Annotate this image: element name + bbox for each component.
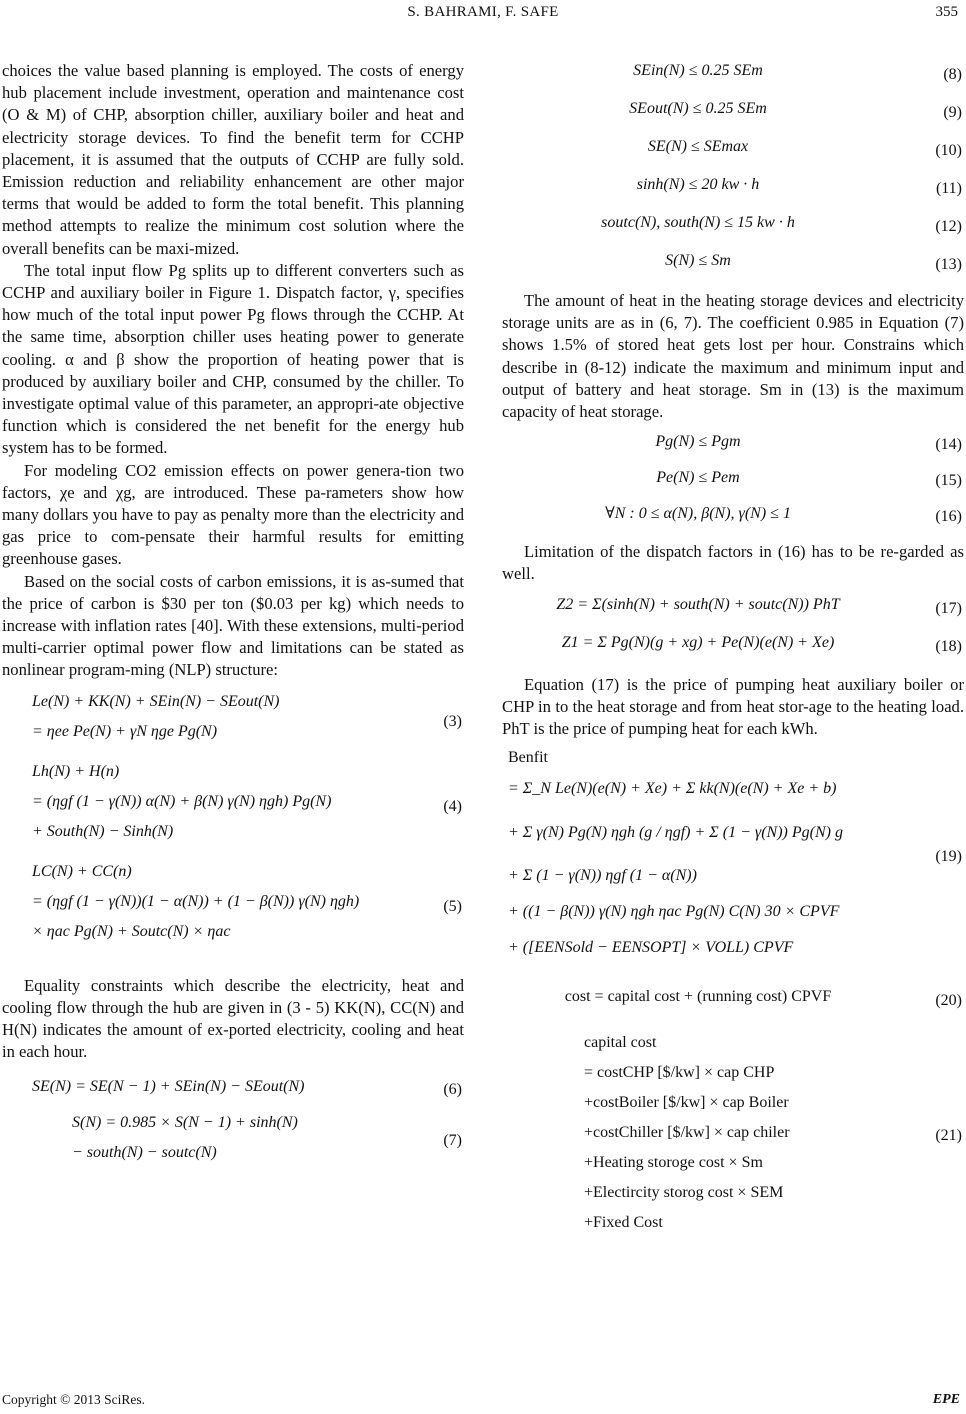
equation-11: [502, 170, 964, 208]
page-header: [0, 0, 966, 30]
page-footer: [0, 1392, 966, 1414]
equation-5-line-2: = (ηgf (1 − γ(N))(1 − α(N)) + (1 − β(N)) γ(N) ηgh): [32, 892, 360, 910]
equation-6-line-1: SE(N) = SE(N − 1) + SEin(N) − SEout(N): [32, 1077, 305, 1095]
equation-12: [502, 208, 964, 246]
paragraph-equality-constraints: Equality constraints which describe the electricity, heat and cooling flow through the hub are given in (3 - 5) KK(N), CC(N) and H(N) indicates the amount of ex-ported electricity, cooling and heat in each hour.: [2, 975, 464, 1062]
equation-6-number: (6): [443, 1080, 462, 1098]
equation-12-number: (12): [935, 217, 962, 235]
right-column: [502, 56, 964, 1244]
equation-16: [502, 499, 964, 535]
paragraph-carbon-price: Based on the social costs of carbon emissions, it is as-sumed that the price of carbon is $30 per ton ($0.03 per kg) which needs to increase with inflation rates [40]. With these extensions, multi-period multi-carrier optimal power flow and limitations can be stated as nonlinear program-ming (NLP) structure:: [2, 571, 464, 680]
equation-10-number: (10): [935, 141, 962, 159]
equation-15-number: (15): [935, 472, 962, 490]
equation-3: [2, 687, 464, 757]
equation-20-line-1: cost = capital cost + (running cost) CPVF: [564, 988, 832, 1006]
equation-6: [2, 1072, 464, 1108]
equation-16-line-1: ∀N : 0 ≤ α(N), β(N), γ(N) ≤ 1: [605, 505, 791, 523]
equation-8-line-1: SEin(N) ≤ 0.25 SEm: [633, 62, 763, 79]
equation-19-number: (19): [935, 848, 962, 866]
equation-21-number: (21): [935, 1127, 962, 1145]
left-column: [2, 60, 464, 1174]
equation-7: [2, 1108, 464, 1174]
equation-21-line-2: = costCHP [$/kw] × cap CHP: [584, 1064, 775, 1082]
equation-13: [502, 246, 964, 284]
equation-5-line-1: LC(N) + CC(n): [32, 862, 132, 880]
equation-7-line-2: − south(N) − soutc(N): [72, 1143, 217, 1161]
equation-13-line-1: S(N) ≤ Sm: [665, 252, 731, 269]
paragraph-dispatch-limitation: Limitation of the dispatch factors in (16) has to be re-garded as well.: [502, 542, 964, 584]
equation-21-line-1: capital cost: [584, 1034, 657, 1052]
equation-10: [502, 132, 964, 170]
equation-8-number: (8): [943, 65, 962, 83]
equation-21: [502, 1028, 964, 1244]
equation-4-line-1: Lh(N) + H(n): [32, 762, 120, 780]
equation-17-number: (17): [935, 599, 962, 617]
equation-7-line-1: S(N) = 0.985 × S(N − 1) + sinh(N): [72, 1113, 298, 1131]
paragraph-input-flow: The total input flow Pg splits up to different converters such as CCHP and auxiliary boiler in Figure 1. Dispatch factor, γ, specifies how much of the total input power Pg flows through the CCHP. At the same time, absorption chiller uses heating power to generate cooling. α and β show the proportion of heating power that is produced by auxiliary boiler and CHP, consumed by the chiller. To investigate optimal value of this parameter, an appropri-ate objective function which is considered the net benefit for the energy hub system has to be formed.: [2, 260, 464, 458]
equation-3-number: (3): [443, 712, 462, 730]
equation-5: [2, 857, 464, 957]
equation-4-number: (4): [443, 797, 462, 815]
equation-11-line-1: sinh(N) ≤ 20 kw · h: [636, 176, 760, 193]
equation-17-line-1: Z2 = Σ(sinh(N) + south(N) + soutc(N)) PhT: [556, 595, 840, 613]
equation-19-line-1: = Σ_N Le(N)(e(N) + Xe) + Σ kk(N)(e(N) + Xe + b): [508, 780, 837, 798]
equation-10-line-1: SE(N) ≤ SEmax: [647, 138, 749, 155]
paragraph-pumping-heat-price: Equation (17) is the price of pumping heat auxiliary boiler or CHP in to the heat storage and from heat stor-age to the heating load. PhT is the price of pumping heat for each kWh.: [502, 674, 964, 739]
equation-8: [502, 56, 964, 94]
equation-19-line-3: + Σ (1 − γ(N)) ηgf (1 − α(N)): [508, 867, 697, 885]
equation-20: [502, 982, 964, 1020]
equation-14-line-1: Pg(N) ≤ Pgm: [655, 433, 741, 451]
equation-9-line-1: SEout(N) ≤ 0.25 SEm: [629, 100, 767, 117]
equation-16-number: (16): [935, 508, 962, 526]
equation-13-number: (13): [935, 255, 962, 273]
equation-17: [502, 590, 964, 628]
equation-11-number: (11): [935, 179, 962, 197]
equation-21-line-7: +Fixed Cost: [584, 1214, 663, 1232]
paragraph-planning-costs: choices the value based planning is employed. The costs of energy hub placement include investment, operation and maintenance cost (O & M) of CHP, absorption chiller, auxiliary boiler and heat and electricity storage devices. To find the benefit term for CCHP placement, it is assumed that the outputs of CCHP are fully sold. Emission reduction and reliability enhancement are other major terms that would be added to form the total benefit. This planning method attempts to realize the minimum cost solution where the overall benefits can be maxi-mized.: [2, 61, 464, 258]
equation-21-line-5: +Heating storoge cost × Sm: [584, 1154, 763, 1172]
equation-9-number: (9): [943, 103, 962, 121]
equation-21-line-3: +costBoiler [$/kw] × cap Boiler: [584, 1094, 789, 1112]
page-number: 355: [935, 4, 958, 20]
equation-4: [2, 757, 464, 857]
paragraph-co2-emission: For modeling CO2 emission effects on power genera-tion two factors, χe and χg, are introduced. These pa-rameters show how many dollars you have to pay as penalty more than the electricity and gas price to com-pensate their harmful results for emitting greenhouse gases.: [2, 460, 464, 569]
equation-9: [502, 94, 964, 132]
paragraph-heat-storage: The amount of heat in the heating storage devices and electricity storage units are as in (6, 7). The coefficient 0.985 in Equation (7) shows 1.5% of stored heat gets lost per hour. Constrains which describe in (8-12) indicate the maximum and minimum input and output of battery and heat storage. Sm in (13) is the maximum capacity of heat storage.: [502, 291, 964, 422]
copyright-notice: Copyright © 2013 SciRes.: [2, 1392, 146, 1407]
equation-18-line-1: Z1 = Σ Pg(N)(g + xg) + Pe(N)(e(N) + Xe): [561, 633, 835, 651]
equation-5-line-3: × ηac Pg(N) + Soutc(N) × ηac: [32, 922, 231, 940]
equation-14-number: (14): [935, 436, 962, 454]
equation-19: [502, 746, 964, 968]
equation-19-line-5: + ([EENSold − EENSOPT] × VOLL) CPVF: [508, 939, 794, 957]
equation-21-line-4: +costChiller [$/kw] × cap chiler: [584, 1124, 790, 1142]
equation-3-line-1: Le(N) + KK(N) + SEin(N) − SEout(N): [32, 692, 280, 710]
equation-15: [502, 463, 964, 499]
equation-19-line-4: + ((1 − β(N)) γ(N) ηgh ηac Pg(N) C(N) 30 × CPVF: [508, 903, 840, 921]
equation-21-line-6: +Electircity storog cost × SEM: [584, 1184, 784, 1202]
journal-abbreviation: EPE: [932, 1392, 960, 1407]
equation-3-line-2: = ηee Pe(N) + γN ηge Pg(N): [32, 722, 218, 740]
equation-19-line-2: + Σ γ(N) Pg(N) ηgh (g / ηgf) + Σ (1 − γ(N)) Pg(N) g: [508, 824, 843, 842]
equation-4-line-2: = (ηgf (1 − γ(N)) α(N) + β(N) γ(N) ηgh) Pg(N): [32, 792, 332, 810]
equation-18-number: (18): [935, 637, 962, 655]
running-title: S. BAHRAMI, F. SAFE: [407, 4, 559, 20]
equation-4-line-3: + South(N) − Sinh(N): [32, 822, 174, 840]
equation-15-line-1: Pe(N) ≤ Pem: [656, 469, 740, 487]
equation-12-line-1: soutc(N), south(N) ≤ 15 kw · h: [601, 214, 795, 231]
equation-5-number: (5): [443, 897, 462, 915]
equation-7-number: (7): [443, 1131, 462, 1149]
equation-19-label: Benfit: [508, 749, 548, 767]
equation-18: [502, 628, 964, 666]
equation-14: [502, 427, 964, 463]
equation-20-number: (20): [935, 992, 962, 1010]
